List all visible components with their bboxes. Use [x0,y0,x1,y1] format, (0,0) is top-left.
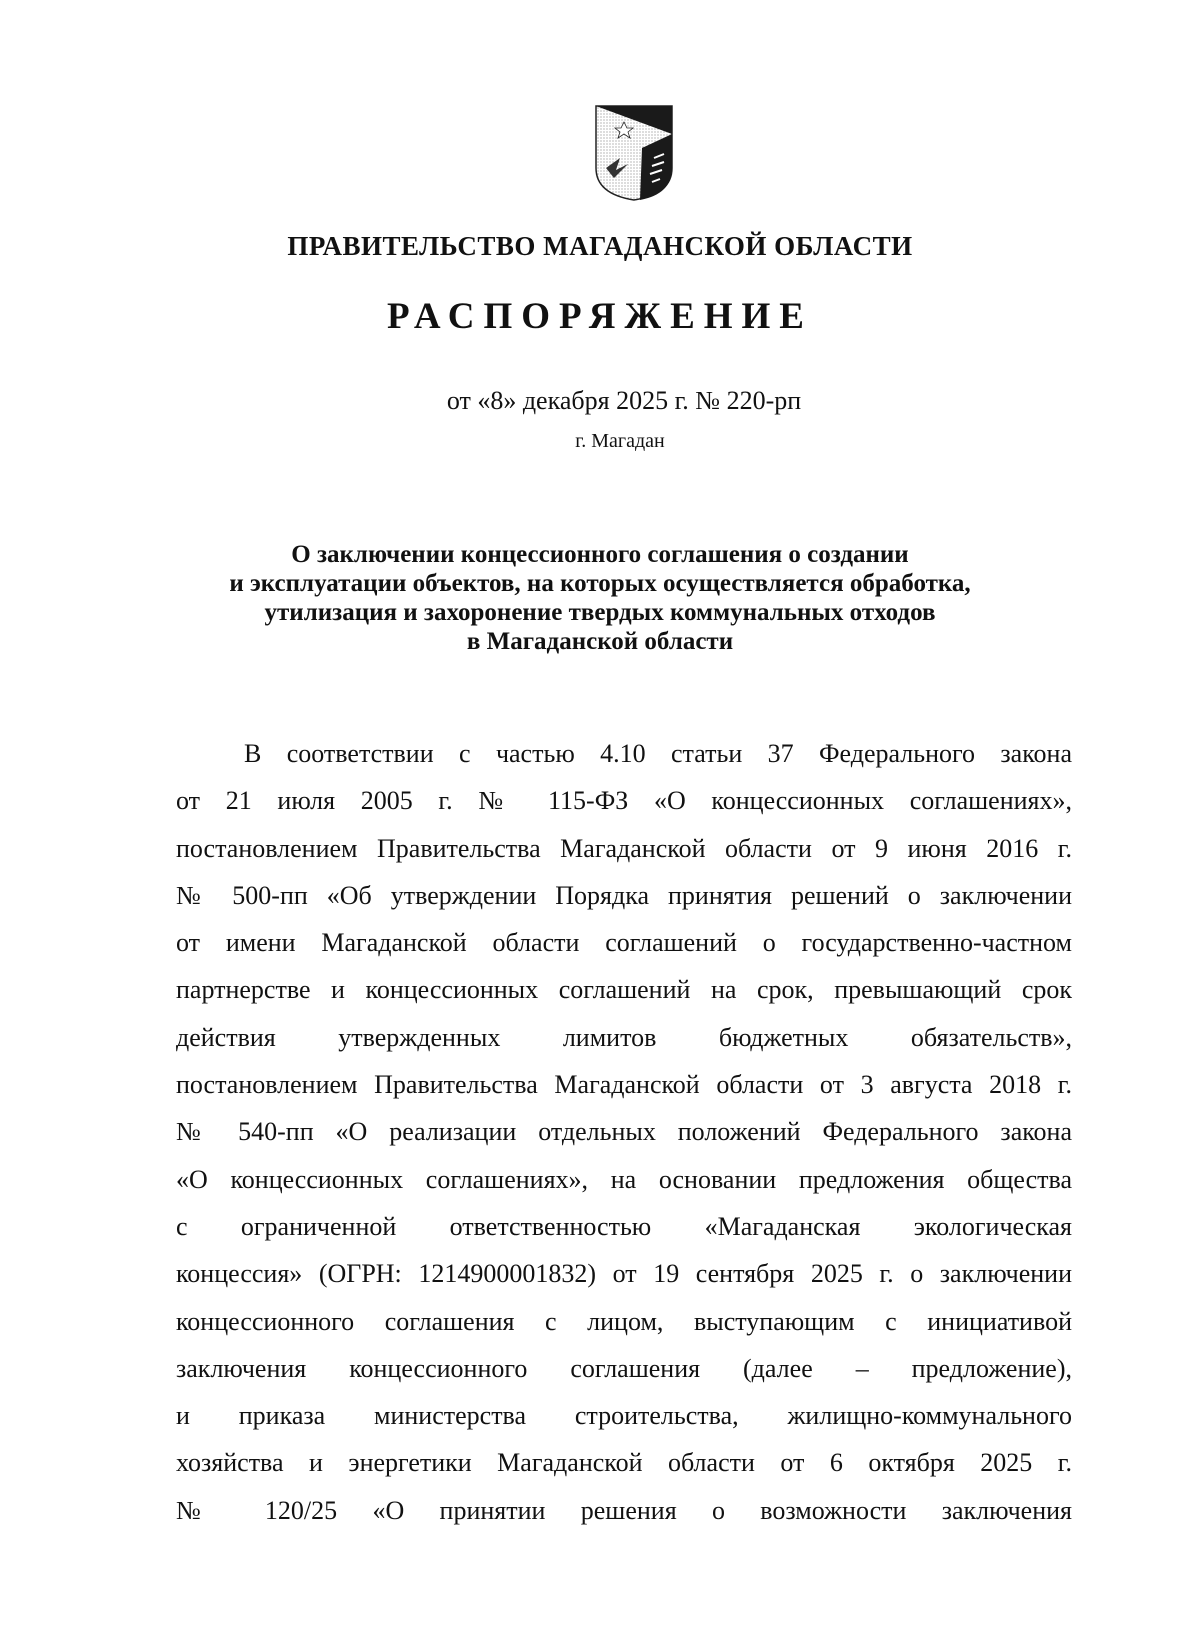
body-line: «О концессионных соглашениях», на основании предложения общества [176,1164,1072,1194]
document-date-number: от «8» декабря 2025 г. № 220-рп [446,386,802,415]
organization-title: ПРАВИТЕЛЬСТВО МАГАДАНСКОЙ ОБЛАСТИ [287,231,913,261]
body-line: и приказа министерства строительства, жилищно-коммунального [176,1401,1072,1431]
body-line: партнерстве и концессионных соглашений на срок, превышающий срок [176,975,1072,1005]
body-line: хозяйства и энергетики Магаданской области от 6 октября 2025 г. [176,1448,1072,1478]
body-line: постановлением Правительства Магаданской области от 9 июня 2016 г. [176,833,1072,863]
body-line: от 21 июля 2005 г. № 115-ФЗ «О концессионных соглашениях», [176,786,1072,816]
document-body [176,739,1072,1543]
subject-line: и эксплуатации объектов, на которых осуществляется обработка, [229,570,971,597]
subject-line: утилизация и захоронение твердых коммунальных отходов [264,599,936,626]
subject-line: в Магаданской области [466,628,734,655]
body-line: заключения концессионного соглашения (далее – предложение), [176,1353,1072,1383]
body-line: № 120/25 «О принятии решения о возможности заключения [176,1495,1072,1525]
body-line: концессия» (ОГРН: 1214900001832) от 19 сентября 2025 г. о заключении [176,1259,1072,1289]
body-line: действия утвержденных лимитов бюджетных обязательств», [176,1022,1072,1052]
magadan-region-coat-of-arms-icon [594,104,674,202]
body-line: № 540-пп «О реализации отдельных положений Федерального закона [176,1117,1072,1147]
document-subject [150,540,1050,656]
document-city: г. Магадан [575,430,665,452]
body-line: постановлением Правительства Магаданской области от 3 августа 2018 г. [176,1070,1072,1100]
body-line: с ограниченной ответственностью «Магаданская экологическая [176,1211,1072,1241]
body-line: концессионного соглашения с лицом, выступающим с инициативой [176,1306,1072,1336]
document-type: РАСПОРЯЖЕНИЕ [386,296,813,337]
body-line: № 500-пп «Об утверждении Порядка принятия решений о заключении [176,880,1072,910]
body-line: от имени Магаданской области соглашений о государственно-частном [176,928,1072,958]
subject-line: О заключении концессионного соглашения о создании [291,541,909,568]
body-line: В соответствии с частью 4.10 статьи 37 Федерального закона [244,739,1072,768]
